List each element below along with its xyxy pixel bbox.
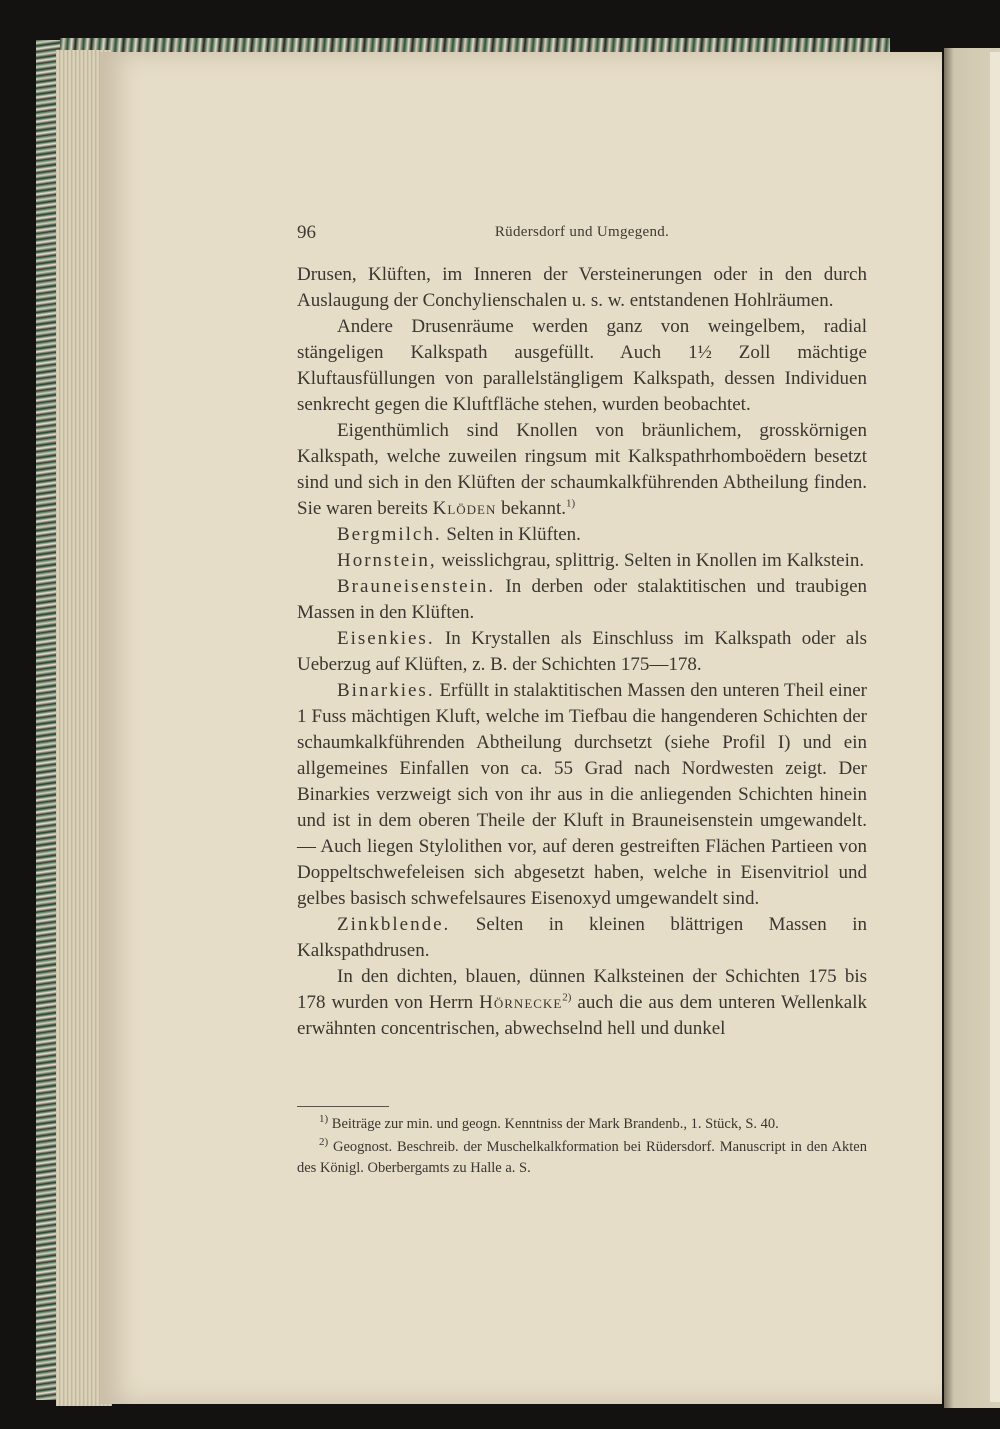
footnote-mark: 2): [319, 1136, 329, 1149]
mineral-term: Hornstein,: [337, 550, 437, 571]
facing-page-edge: [990, 52, 1000, 1402]
paragraph: Eigenthümlich sind Knollen von bräunlichem, grosskörnigen Kalkspath, welche zuweilen ringsum mit Kalkspathrhomboëdern besetzt sind und sich in den Klüften der schaumkalkführenden Abtheilung finden. Sie waren bereits Klöden bekannt.$^{1)}$: [297, 420, 867, 519]
main-text: [297, 262, 867, 1042]
mineral-term: Binarkies.: [337, 680, 435, 701]
footnote: $^{2)}$ Geognost. Beschreib. der Muschelkalkformation bei Rüdersdorf. Manuscript in den Akten des Königl. Oberbergamts zu Halle a. S.: [297, 1136, 867, 1176]
footnote-mark: 1): [319, 1113, 329, 1126]
running-head: [297, 222, 867, 250]
footnote-ref: 2): [562, 991, 572, 1004]
mineral-term: Eisenkies.: [337, 628, 435, 649]
mineral-term: Bergmilch.: [337, 524, 442, 545]
mineral-term: Zinkblende.: [337, 914, 451, 935]
footnote-ref: 1): [566, 497, 576, 510]
mineral-entry: Zinkblende. Selten in kleinen blättrigen Massen in Kalkspathdrusen.: [297, 914, 867, 961]
mineral-entry: Hornstein, weisslichgrau, splittrig. Selten in Knollen im Kalkstein.: [337, 550, 865, 571]
paragraph: Drusen, Klüften, im Inneren der Versteinerungen oder in den durch Auslaugung der Conchylienschalen u. s. w. entstandenen Hohlräumen.: [297, 264, 867, 311]
mineral-entry: Eisenkies. In Krystallen als Einschluss im Kalkspath oder als Ueberzug auf Klüften, z. B. der Schichten 175—178.: [297, 628, 867, 675]
mineral-term: Brauneisenstein.: [337, 576, 496, 597]
footnote-divider: [297, 1106, 389, 1107]
footnotes: [297, 1114, 867, 1181]
mineral-entry: Brauneisenstein. In derben oder stalaktitischen und traubigen Massen in den Klüften.: [297, 576, 867, 623]
author-name: Hörnecke: [479, 992, 563, 1013]
header-title: Rüdersdorf und Umgegend.: [494, 224, 670, 240]
author-name: Klöden: [432, 498, 497, 519]
footnote: $^{1)}$ Beiträge zur min. und geogn. Kenntniss der Mark Brandenb., 1. Stück, S. 40.: [319, 1113, 779, 1132]
page-number: 96: [297, 222, 316, 243]
mineral-entry: Binarkies. Erfüllt in stalaktitischen Massen den unteren Theil einer 1 Fuss mächtigen Kluft, welche im Tiefbau die hangenderen Schichten der schaumkalkführenden Abtheilung durchsetzt (siehe Profil I) und ein allgemeines Einfallen von ca. 55 Grad nach Nordwesten zeigt. Der Binarkies verzweigt sich von ihr aus in die anliegenden Schichten hinein und ist in dem oberen Theile der Kluft in Brauneisenstein umgewandelt. — Auch liegen Stylolithen vor, auf deren gestreiften Flächen Partieen von Doppeltschwefeleisen sich abgesetzt haben, welche in Eisenvitriol und gelbes basisch schwefelsaures Eisenoxyd umgewandelt sind.: [297, 680, 868, 909]
mineral-entry: Bergmilch. Selten in Klüften.: [337, 524, 581, 545]
paragraph: Andere Drusenräume werden ganz von weingelbem, radial stängeligen Kalkspath ausgefüllt. Auch 1½ Zoll mächtige Kluftausfüllungen von parallelstängligem Kalkspath, dessen Individuen senkrecht gegen die Kluftfläche stehen, wurden beobachtet.: [297, 316, 867, 415]
paragraph: In den dichten, blauen, dünnen Kalksteinen der Schichten 175 bis 178 wurden von Herrn Hörnecke$^{2)}$ auch die aus dem unteren Wellenkalk erwähnten concentrischen, abwechselnd hell und dunkel: [297, 966, 868, 1039]
